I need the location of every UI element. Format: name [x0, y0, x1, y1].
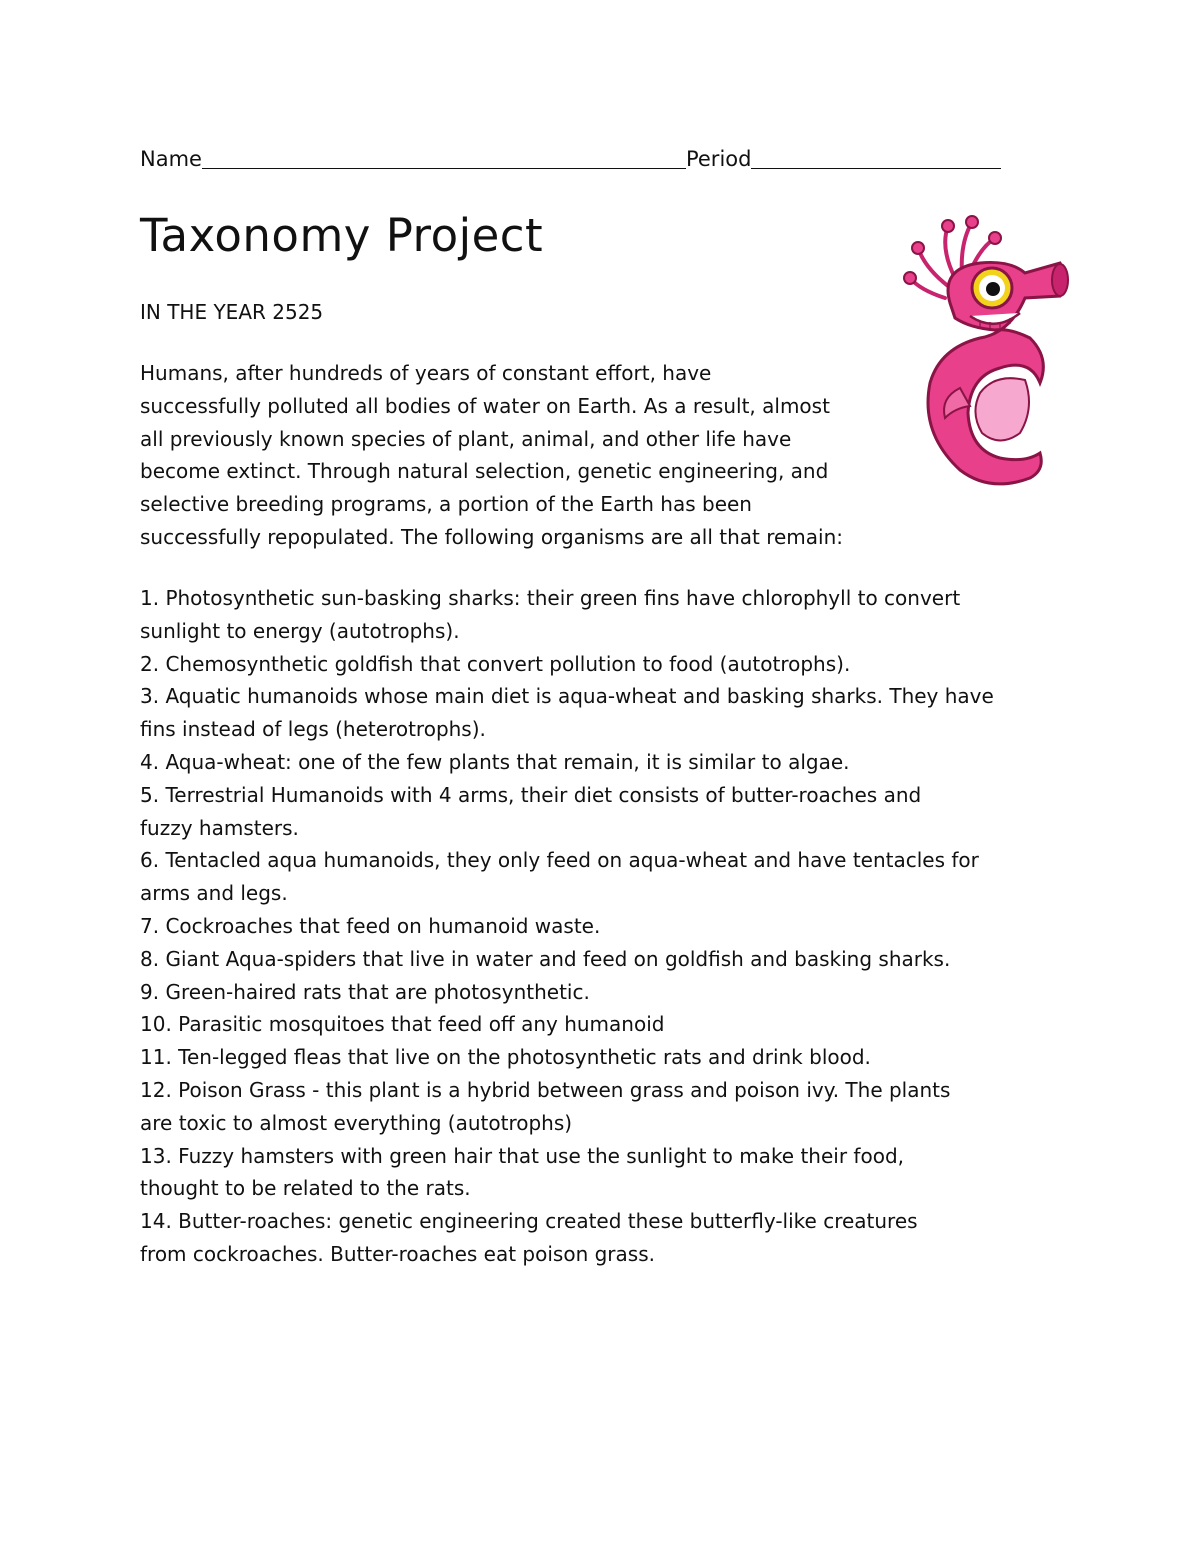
list-item-line: 14. Butter-roaches: genetic engineering created these butterfly-like creatures [140, 1209, 918, 1234]
organism-list [140, 582, 1070, 1271]
list-item [140, 1041, 1070, 1074]
list-item-line: are toxic to almost everything (autotrophs) [140, 1110, 573, 1135]
list-item-line: 8. Giant Aqua-spiders that live in water and feed on goldfish and basking sharks. [140, 946, 951, 971]
list-item [140, 976, 1070, 1009]
list-item-line: 1. Photosynthetic sun-basking sharks: their green fins have chlorophyll to convert [140, 586, 961, 610]
list-item [140, 779, 1070, 845]
list-item-line: 13. Fuzzy hamsters with green hair that use the sunlight to make their food, [140, 1143, 904, 1168]
intro-line: selective breeding programs, a portion of the Earth has been [140, 492, 752, 517]
list-item-line: fins instead of legs (heterotrophs). [140, 717, 486, 742]
list-item [140, 1008, 1070, 1041]
list-item [140, 582, 1070, 648]
list-item-line: 9. Green-haired rats that are photosynthetic. [140, 979, 590, 1004]
name-label: Name [140, 147, 202, 171]
intro-line: successfully repopulated. The following organisms are all that remain: [140, 524, 844, 549]
list-item-line: 7. Cockroaches that feed on humanoid waste. [140, 913, 601, 938]
list-item [140, 910, 1070, 943]
year-heading: IN THE YEAR 2525 [140, 300, 324, 324]
list-item-line: 11. Ten-legged fleas that live on the photosynthetic rats and drink blood. [140, 1045, 871, 1070]
list-item [140, 1140, 1070, 1206]
intro-paragraph [140, 357, 910, 554]
intro-line: become extinct. Through natural selection, genetic engineering, and [140, 459, 829, 484]
intro-line: all previously known species of plant, animal, and other life have [140, 426, 792, 451]
intro-line: Humans, after hundreds of years of constant effort, have [140, 361, 712, 385]
list-item-line: from cockroaches. Butter-roaches eat poison grass. [140, 1241, 655, 1266]
list-item-line: 2. Chemosynthetic goldfish that convert pollution to food (autotrophs). [140, 651, 851, 676]
intro-line: successfully polluted all bodies of water on Earth. As a result, almost [140, 393, 830, 418]
list-item-line: sunlight to energy (autotrophs). [140, 618, 460, 643]
list-item [140, 844, 1070, 910]
list-item-line: thought to be related to the rats. [140, 1176, 471, 1201]
period-label: Period [685, 147, 752, 171]
list-item-line: 6. Tentacled aqua humanoids, they only feed on aqua-wheat and have tentacles for [140, 848, 979, 873]
list-item [140, 943, 1070, 976]
list-item-line: arms and legs. [140, 881, 288, 906]
seahorse-creature-illustration [900, 208, 1070, 498]
period-blank [751, 146, 1001, 169]
list-item [140, 1205, 1070, 1271]
page-title: Taxonomy Project [140, 209, 544, 262]
list-item [140, 648, 1070, 681]
list-item-line: 12. Poison Grass - this plant is a hybrid between grass and poison ivy. The plants [140, 1077, 951, 1102]
list-item-line: 3. Aquatic humanoids whose main diet is aqua-wheat and basking sharks. They have [140, 684, 994, 709]
list-item-line: 5. Terrestrial Humanoids with 4 arms, their diet consists of butter-roaches and [140, 782, 922, 807]
name-blank [202, 146, 686, 169]
list-item-line: 10. Parasitic mosquitoes that feed off any humanoid [140, 1012, 665, 1037]
name-period-line [140, 144, 1020, 178]
list-item-line: 4. Aqua-wheat: one of the few plants that remain, it is similar to algae. [140, 749, 850, 774]
list-item [140, 1074, 1070, 1140]
list-item [140, 746, 1070, 779]
list-item-line: fuzzy hamsters. [140, 815, 299, 840]
list-item [140, 680, 1070, 746]
